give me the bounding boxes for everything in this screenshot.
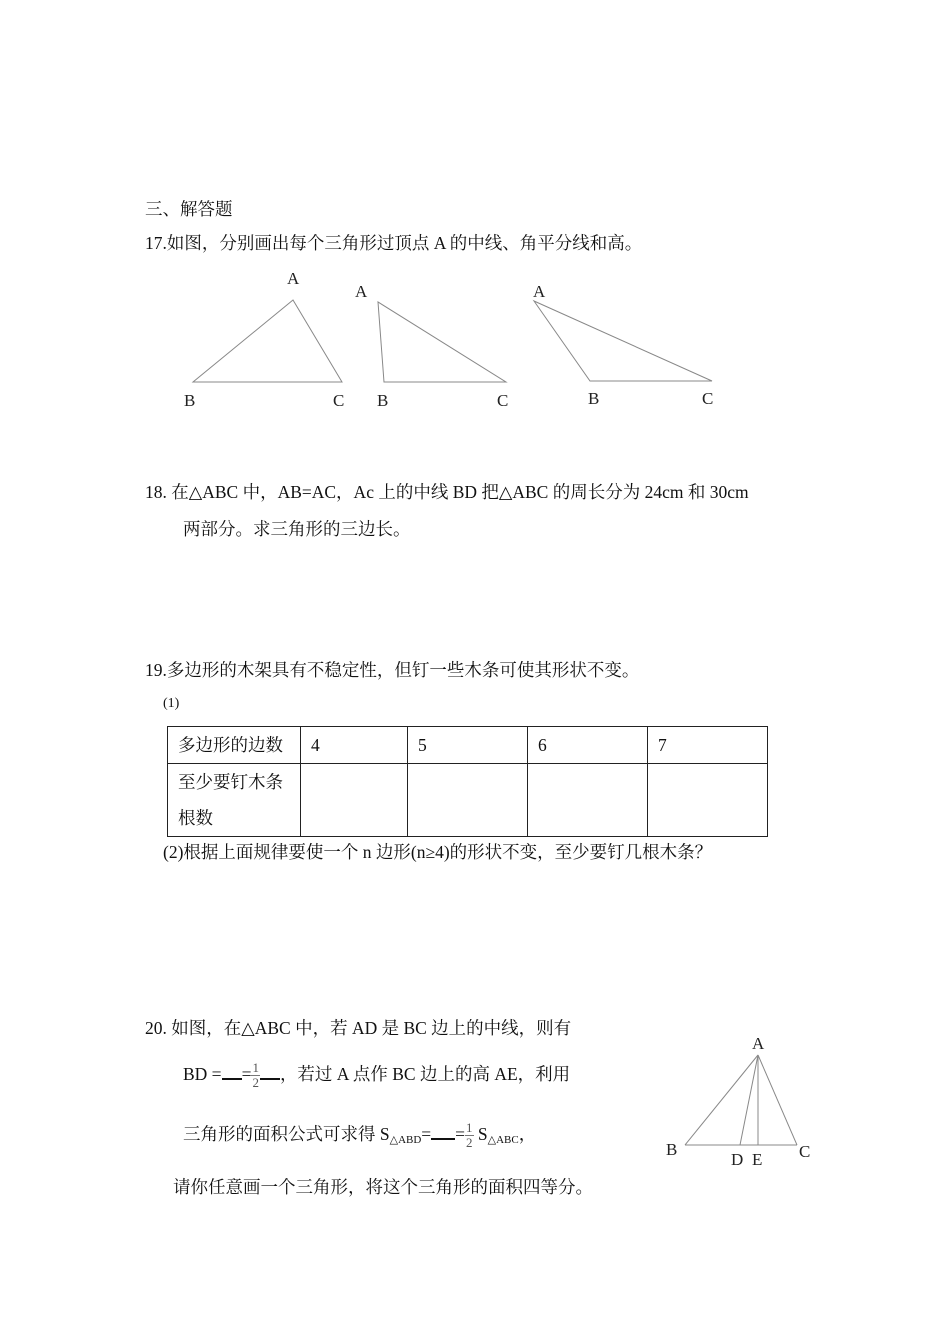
triangle-3-label-b: B [588, 389, 600, 408]
blank-2[interactable] [260, 1062, 280, 1080]
q20-median-ad [740, 1055, 758, 1145]
blank-1[interactable] [222, 1062, 242, 1080]
q17-triangle-1 [184, 269, 344, 410]
triangle-2-label-a: A [355, 282, 368, 301]
q20-line3-suffix: ， [518, 1124, 537, 1144]
table-cell-answer-6[interactable] [528, 764, 648, 837]
q20-line3: 三角形的面积公式可求得 $S_{\triangle ABD}=$ = $\frac{1}{2}$ $S_{\triangle ABC}$， [183, 1120, 537, 1151]
blank-3[interactable] [431, 1122, 455, 1140]
triangle-1-label-c: C [333, 391, 345, 410]
half-fraction-2: $\frac{1}{2}$ [466, 1120, 473, 1151]
q20-bd-label: BD = [183, 1064, 222, 1084]
q20-label-b: B [666, 1140, 678, 1159]
q17-triangle-3 [533, 282, 713, 408]
row-label-line2: 根数 [178, 808, 213, 828]
q20-line2 [183, 1054, 570, 1094]
table-cell-sides-4: 4 [301, 727, 408, 764]
table-cell-sides-6: 6 [528, 727, 648, 764]
q19-table [167, 726, 768, 837]
row-label-line1: 至少要钉木条 [178, 772, 283, 792]
triangle-3-shape [534, 301, 712, 381]
table-cell-answer-7[interactable] [648, 764, 768, 837]
q20-label-c: C [799, 1142, 811, 1161]
half-fraction: $\frac{1}{2}$ [252, 1060, 259, 1091]
q20-equals: = [241, 1064, 252, 1084]
q19-part1-label: (1) [163, 696, 180, 711]
q20-line1: 20. 如图，在△ABC 中，若 AD 是 BC 边上的中线，则有 [145, 1018, 572, 1038]
triangle-3-label-c: C [702, 389, 714, 408]
triangle-2-label-c: C [497, 391, 509, 410]
q20-side-ab [685, 1055, 758, 1145]
table-cell-row-label [168, 764, 301, 837]
q20-line2-suffix: ，若过 A 点作 BC 边上的高 AE，利用 [279, 1064, 571, 1084]
triangle-2-label-b: B [377, 391, 389, 410]
triangle-2-shape [378, 302, 506, 382]
triangle-1-label-b: B [184, 391, 196, 410]
q19-part2: (2)根据上面规律要使一个 n 边形(n≥4)的形状不变，至少要钉几根木条？ [163, 842, 713, 862]
q20-equals-2: = [455, 1124, 466, 1144]
q20-sub-abc: △ABC [487, 1134, 519, 1146]
q18-line2: 两部分。求三角形的三边长。 [183, 519, 411, 539]
q20-figure [666, 1034, 810, 1169]
q20-sub-abd: △ABD [389, 1134, 422, 1146]
q18-line1: 18. 在△ABC 中，AB=AC，Ac 上的中线 BD 把△ABC 的周长分为 24cm 和 30cm [145, 482, 749, 502]
q20-line3-prefix: 三角形的面积公式可求得 S [183, 1124, 390, 1144]
triangle-1-shape [193, 300, 342, 382]
section-title: 三、解答题 [145, 199, 233, 219]
triangle-1-label-a: A [287, 269, 300, 288]
q20-label-e: E [752, 1150, 763, 1169]
table-cell-header: 多边形的边数 [168, 727, 301, 764]
q20-line3-mid: = [421, 1124, 432, 1144]
table-cell-answer-5[interactable] [408, 764, 528, 837]
q20-side-ac [758, 1055, 797, 1145]
q19-text: 19.多边形的木架具有不稳定性，但钉一些木条可使其形状不变。 [145, 660, 640, 680]
table-row [168, 727, 768, 764]
q20-line4: 请你任意画一个三角形，将这个三角形的面积四等分。 [173, 1177, 593, 1197]
q17-triangle-2 [355, 282, 508, 410]
table-row [168, 764, 768, 837]
triangle-3-label-a: A [533, 282, 546, 301]
table-cell-answer-4[interactable] [301, 764, 408, 837]
table-cell-sides-7: 7 [648, 727, 768, 764]
table-cell-sides-5: 5 [408, 727, 528, 764]
q20-label-a: A [752, 1034, 765, 1053]
q20-label-d: D [731, 1150, 744, 1169]
q17-text: 17.如图，分别画出每个三角形过顶点 A 的中线、角平分线和高。 [145, 233, 643, 253]
